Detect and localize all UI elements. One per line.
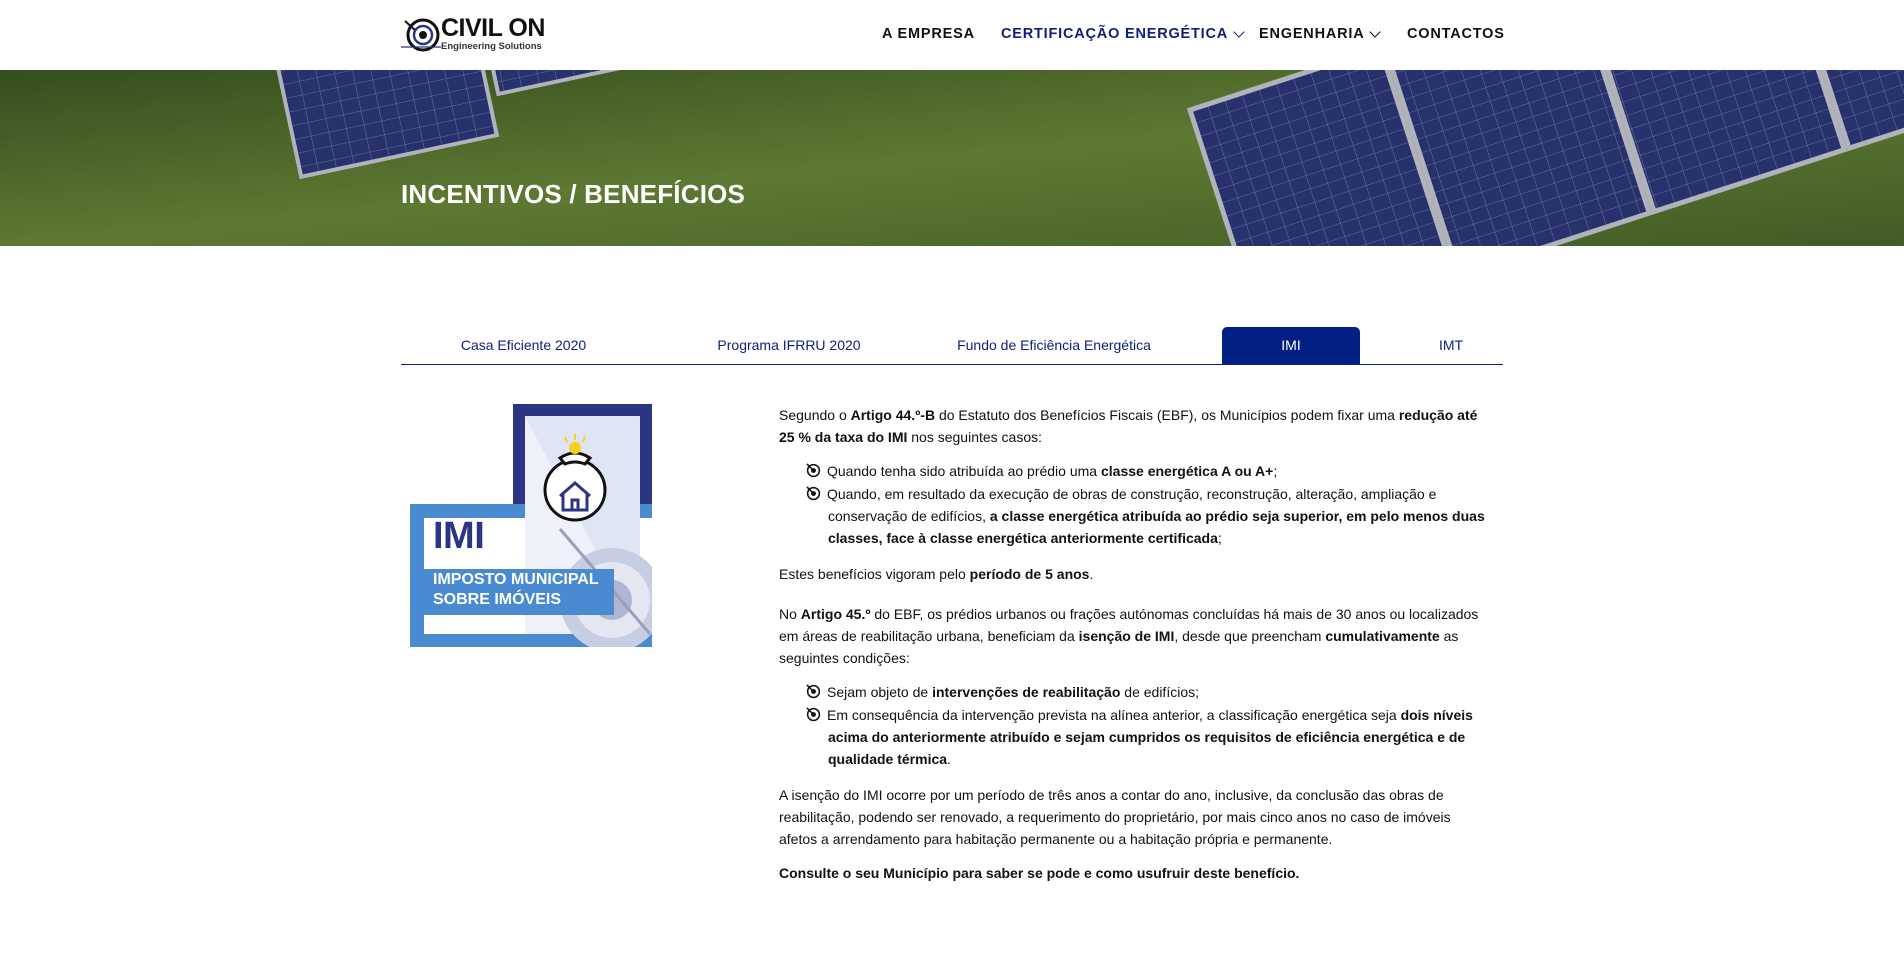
paragraph-cta (779, 862, 1485, 884)
site-header (0, 0, 1904, 70)
text-bold: redução até 25 % da taxa do IMI (779, 407, 1478, 445)
graphic-subtitle-line2: SOBRE IMÓVEIS (433, 591, 562, 608)
text: nos seguintes casos: (907, 429, 1043, 445)
target-bullet-icon (806, 463, 821, 478)
tab-imi[interactable]: IMI (1222, 327, 1360, 364)
text: as seguintes condições: (779, 628, 1459, 666)
text: ; (1273, 463, 1278, 479)
list-item (806, 681, 1485, 703)
text: No (779, 606, 801, 622)
text-bold: Artigo 44.º-B (850, 407, 936, 423)
graphic-subtitle-line1: IMPOSTO MUNICIPAL (433, 571, 599, 588)
logo-icon (401, 14, 441, 54)
list-item (806, 483, 1485, 549)
text: Em consequência da intervenção prevista na alínea anterior, a classificação energética seja (827, 707, 1401, 723)
text-bold: classe energética A ou A+ (1100, 463, 1274, 479)
tab-imt[interactable]: IMT (1438, 337, 1464, 353)
text-bold: dois níveis acima do anteriormente atribuído e sejam cumpridos os requisitos de eficiência energética e de qualidade térmica (828, 707, 1473, 767)
solar-panels-image (0, 70, 1904, 246)
nav-item-a-empresa[interactable] (882, 26, 975, 42)
list-item (806, 460, 1485, 482)
text-bold: período de 5 anos (969, 566, 1090, 582)
target-bullet-icon (806, 486, 821, 501)
tab-bar (401, 327, 1503, 365)
paragraph (779, 563, 1485, 585)
nav-item-contactos[interactable] (1407, 26, 1505, 42)
text: . (947, 751, 951, 767)
text: ; (1217, 530, 1222, 546)
paragraph: A isenção do IMI ocorre por um período de três anos a contar do ano, inclusive, da conclusão das obras de reabilitação, podendo ser renovado, a requerimento do proprietário, por mais cinco anos no caso de imóveis afetos a arrendamento para habitação permanente ou a habitação própria e permanente. (779, 787, 1451, 847)
text: de edifícios; (1120, 684, 1199, 700)
text: Sejam objeto de (827, 684, 933, 700)
text: Quando tenha sido atribuída ao prédio uma (827, 463, 1101, 479)
logo[interactable] (401, 14, 553, 54)
paragraph (779, 404, 1485, 448)
text: . (1089, 566, 1094, 582)
paragraph (779, 603, 1485, 669)
text-bold: Consulte o seu Município para saber se pode e como usufruir deste benefício. (779, 865, 1300, 881)
nav-label: CONTACTOS (1407, 26, 1505, 42)
page-title: INCENTIVOS / BENEFÍCIOS (401, 179, 746, 209)
text: do EBF, os prédios urbanos ou frações autónomas concluídas há mais de 30 anos ou localizados em áreas de reabilitação urbana, beneficiam da (779, 606, 1479, 644)
text: Estes benefícios vigoram pelo (779, 566, 970, 582)
text: Segundo o (779, 407, 851, 423)
text-bold: isenção de IMI (1078, 628, 1175, 644)
tab-casa-eficiente-2020[interactable]: Casa Eficiente 2020 (460, 337, 587, 353)
nav-item-engenharia[interactable] (1259, 26, 1379, 42)
logo-tagline: Engineering Solutions (441, 41, 542, 52)
text: , desde que preencham (1174, 628, 1326, 644)
nav-item-certificacao-energetica[interactable] (1001, 26, 1243, 42)
chevron-down-icon (1233, 26, 1244, 37)
text-bold: a classe energética atribuída ao prédio seja superior, em pelo menos duas classes, face à classe energética anteriormente certificada (828, 508, 1485, 546)
nav-label: CERTIFICAÇÃO ENERGÉTICA (1001, 26, 1229, 42)
text: do Estatuto dos Benefícios Fiscais (EBF), os Municípios podem fixar uma (935, 407, 1399, 423)
tab-programa-ifrru-2020[interactable]: Programa IFRRU 2020 (717, 337, 861, 353)
nav-label: A EMPRESA (882, 26, 975, 42)
tab-fundo-eficiencia-energetica[interactable]: Fundo de Eficiência Energética (957, 337, 1151, 353)
nav-label: ENGENHARIA (1259, 26, 1365, 42)
target-bullet-icon (806, 684, 821, 699)
article-content (779, 404, 1485, 898)
text-bold: Artigo 45.º (800, 606, 871, 622)
target-bullet-icon (806, 707, 821, 722)
imi-illustration (410, 404, 652, 647)
bullet-list (806, 681, 1485, 770)
bullet-list (806, 460, 1485, 549)
hero-banner (0, 70, 1904, 246)
graphic-title: IMI (433, 515, 485, 557)
text: Quando, em resultado da execução de obras de construção, reconstrução, alteração, ampliação e conservação de edifícios, (827, 486, 1437, 524)
list-item (806, 704, 1485, 770)
chevron-down-icon (1370, 26, 1381, 37)
text-bold: cumulativamente (1325, 628, 1440, 644)
logo-name: CIVIL ON (441, 14, 545, 42)
text-bold: intervenções de reabilitação (932, 684, 1121, 700)
